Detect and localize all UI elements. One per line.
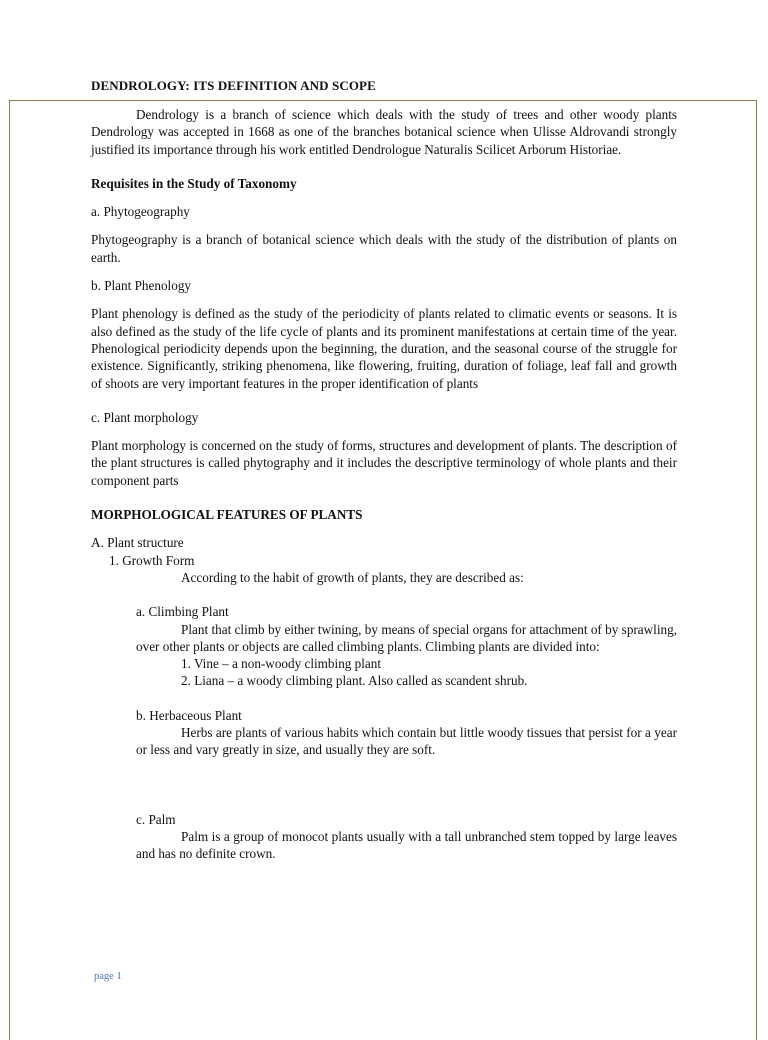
phytogeography-text: Phytogeography is a branch of botanical science which deals with the study of the distribution of plants on earth. xyxy=(91,232,677,265)
growth-form-label: 1. Growth Form xyxy=(109,552,195,568)
growth-form-text: According to the habit of growth of plants, they are described as: xyxy=(181,569,524,585)
page-number: page 1 xyxy=(94,971,122,982)
climbing-plant-label: a. Climbing Plant xyxy=(136,604,229,620)
phytogeography-label: a. Phytogeography xyxy=(91,204,190,220)
phenology-label: b. Plant Phenology xyxy=(91,278,192,294)
document-body xyxy=(91,106,677,863)
document-title: DENDROLOGY: ITS DEFINITION AND SCOPE xyxy=(91,78,376,93)
climbing-item-vine: 1. Vine – a non-woody climbing plant xyxy=(181,656,382,672)
features-heading: MORPHOLOGICAL FEATURES OF PLANTS xyxy=(91,507,363,523)
phenology-text: Plant phenology is defined as the study of the periodicity of plants related to climatic events or seasons. It is also defined as the study of the life cycle of plants and its prominent manifestations at certain time of the year. Phenological periodicity depends upon the beginning, the duration, and the seasonal course of the struggle for existence. Significantly, striking phenomena, like flowering, fruiting, duration of foliage, leaf fall and growth of shoots are very important features in the proper identification of plants xyxy=(91,306,677,391)
herbaceous-plant-text: Herbs are plants of various habits which contain but little woody tissues that persist for a year or less and vary greatly in size, and usually they are soft. xyxy=(136,725,677,758)
intro-paragraph: Dendrology is a branch of science which deals with the study of trees and other woody plants Dendrology was accepted in 1668 as one of the branches botanical science when Ulisse Aldrovandi strongly justified its importance through his work entitled Dendrologue Naturalis Scilicet Arborum Historiae. xyxy=(91,107,677,157)
herbaceous-plant-label: b. Herbaceous Plant xyxy=(136,707,242,723)
plant-structure-label: A. Plant structure xyxy=(91,535,184,551)
requisites-heading: Requisites in the Study of Taxonomy xyxy=(91,175,297,191)
morphology-label: c. Plant morphology xyxy=(91,409,199,425)
climbing-plant-text: Plant that climb by either twining, by means of special organs for attachment of by sprawling, over other plants or objects are called climbing plants. Climbing plants are divided into: xyxy=(136,621,677,654)
climbing-item-liana: 2. Liana – a woody climbing plant. Also called as scandent shrub. xyxy=(181,673,528,689)
palm-label: c. Palm xyxy=(136,811,176,827)
palm-text: Palm is a group of monocot plants usually with a tall unbranched stem topped by large leaves and has no definite crown. xyxy=(136,828,677,862)
morphology-text: Plant morphology is concerned on the study of forms, structures and development of plants. The description of the plant structures is called phytography and it includes the descriptive terminology of whole plants and their component parts xyxy=(91,438,677,488)
